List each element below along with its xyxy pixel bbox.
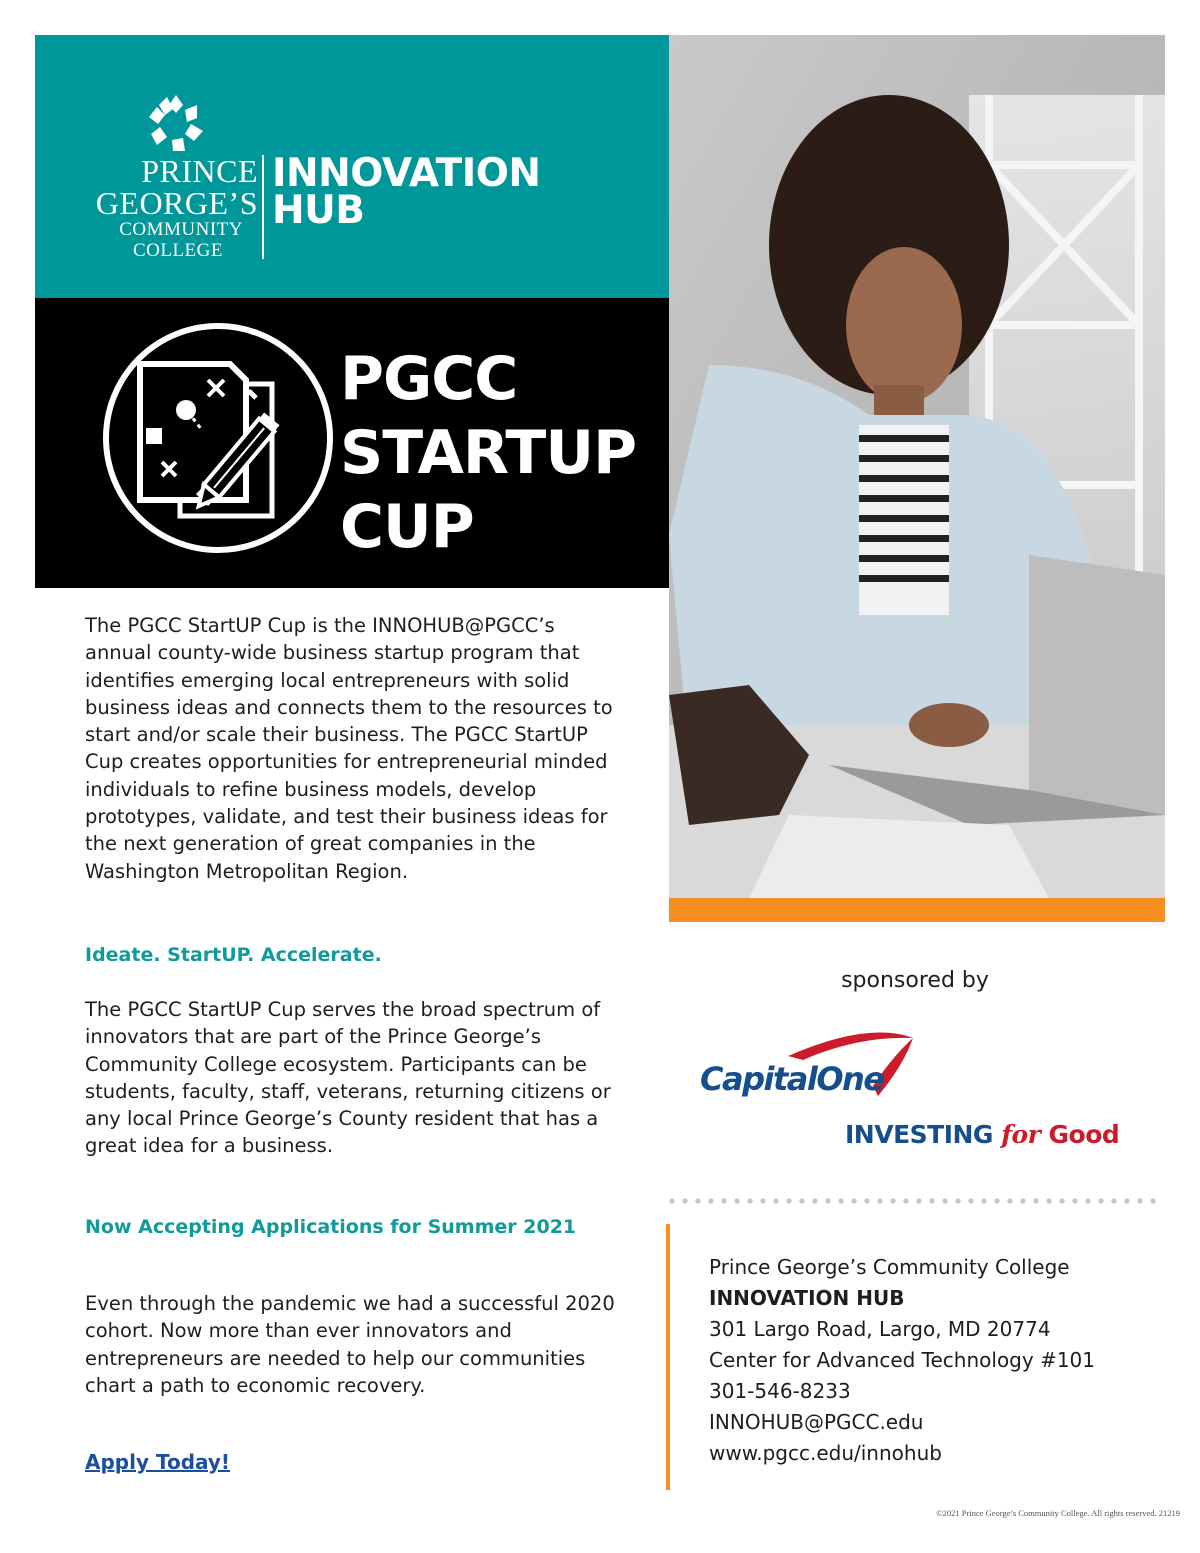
innovation-hub-title: INNOVATION <box>272 151 541 196</box>
sponsored-by-label: sponsored by <box>841 968 989 993</box>
slogan-investing: INVESTING <box>845 1120 993 1149</box>
contact-address: 301 Largo Road, Largo, MD 20774 <box>709 1317 1051 1341</box>
contact-website: www.pgcc.edu/innohub <box>709 1441 942 1465</box>
slogan-for: for <box>1001 1120 1041 1149</box>
contact-building: Center for Advanced Technology #101 <box>709 1348 1095 1372</box>
logo-divider <box>262 155 264 259</box>
contact-hub-name: INNOVATION HUB <box>709 1286 905 1310</box>
startup-cup-title: PGCC <box>340 344 518 414</box>
college-name-line: COLLEGE <box>132 240 223 261</box>
slogan-good: Good <box>1048 1120 1120 1149</box>
accepting-applications-heading: Now Accepting Applications for Summer 2021 <box>85 1216 577 1238</box>
contact-email: INNOHUB@PGCC.edu <box>709 1410 924 1434</box>
startup-cup-title: CUP <box>340 492 474 562</box>
college-name-line: GEORGE’S <box>95 185 258 221</box>
capital-one-wordmark: CapitalOne <box>700 1060 884 1098</box>
contact-phone: 301-546-8233 <box>709 1379 851 1403</box>
college-name-line: COMMUNITY <box>119 219 243 240</box>
woman-at-laptop-photo <box>669 35 1165 898</box>
copyright-notice: ©2021 Prince George’s Community College. All rights reserved. 21219 <box>936 1508 1180 1518</box>
apply-today-link[interactable]: Apply Today! <box>85 1450 231 1474</box>
tagline: Ideate. StartUP. Accelerate. <box>85 944 382 966</box>
contact-college-name: Prince George’s Community College <box>709 1255 1070 1279</box>
college-flower-logo-icon <box>145 93 207 155</box>
investing-for-good-slogan <box>845 1120 1119 1149</box>
dotted-divider <box>668 1196 1166 1206</box>
pandemic-paragraph: Even through the pandemic we had a successful 2020 cohort. Now more than ever innovators and entrepreneurs are needed to help our communities chart a path to economic recovery. <box>85 1292 615 1397</box>
eligibility-paragraph: The PGCC StartUP Cup serves the broad spectrum of innovators that are part of the Prince George’s Community College ecosystem. Participants can be students, faculty, staff, veterans, returning citizens or any local Prince George’s County resident that has a great idea for a business. <box>85 998 611 1158</box>
college-name-line: PRINCE <box>141 153 258 189</box>
intro-paragraph: The PGCC StartUP Cup is the INNOHUB@PGCC’s annual county-wide business startup program that identifies emerging local entrepreneurs with solid business ideas and connects them to the resources to start and/or scale their business. The PGCC StartUP Cup creates opportunities for entrepreneurial minded individuals to refine business models, develop prototypes, validate, and test their business ideas for the next generation of great companies in the Washington Metropolitan Region. <box>85 614 613 883</box>
innovation-hub-title: HUB <box>272 188 365 233</box>
photo-accent-bar <box>669 898 1165 922</box>
contact-accent-line <box>666 1224 670 1490</box>
strategy-plan-icon <box>100 320 336 556</box>
startup-cup-title: STARTUP <box>340 418 637 488</box>
